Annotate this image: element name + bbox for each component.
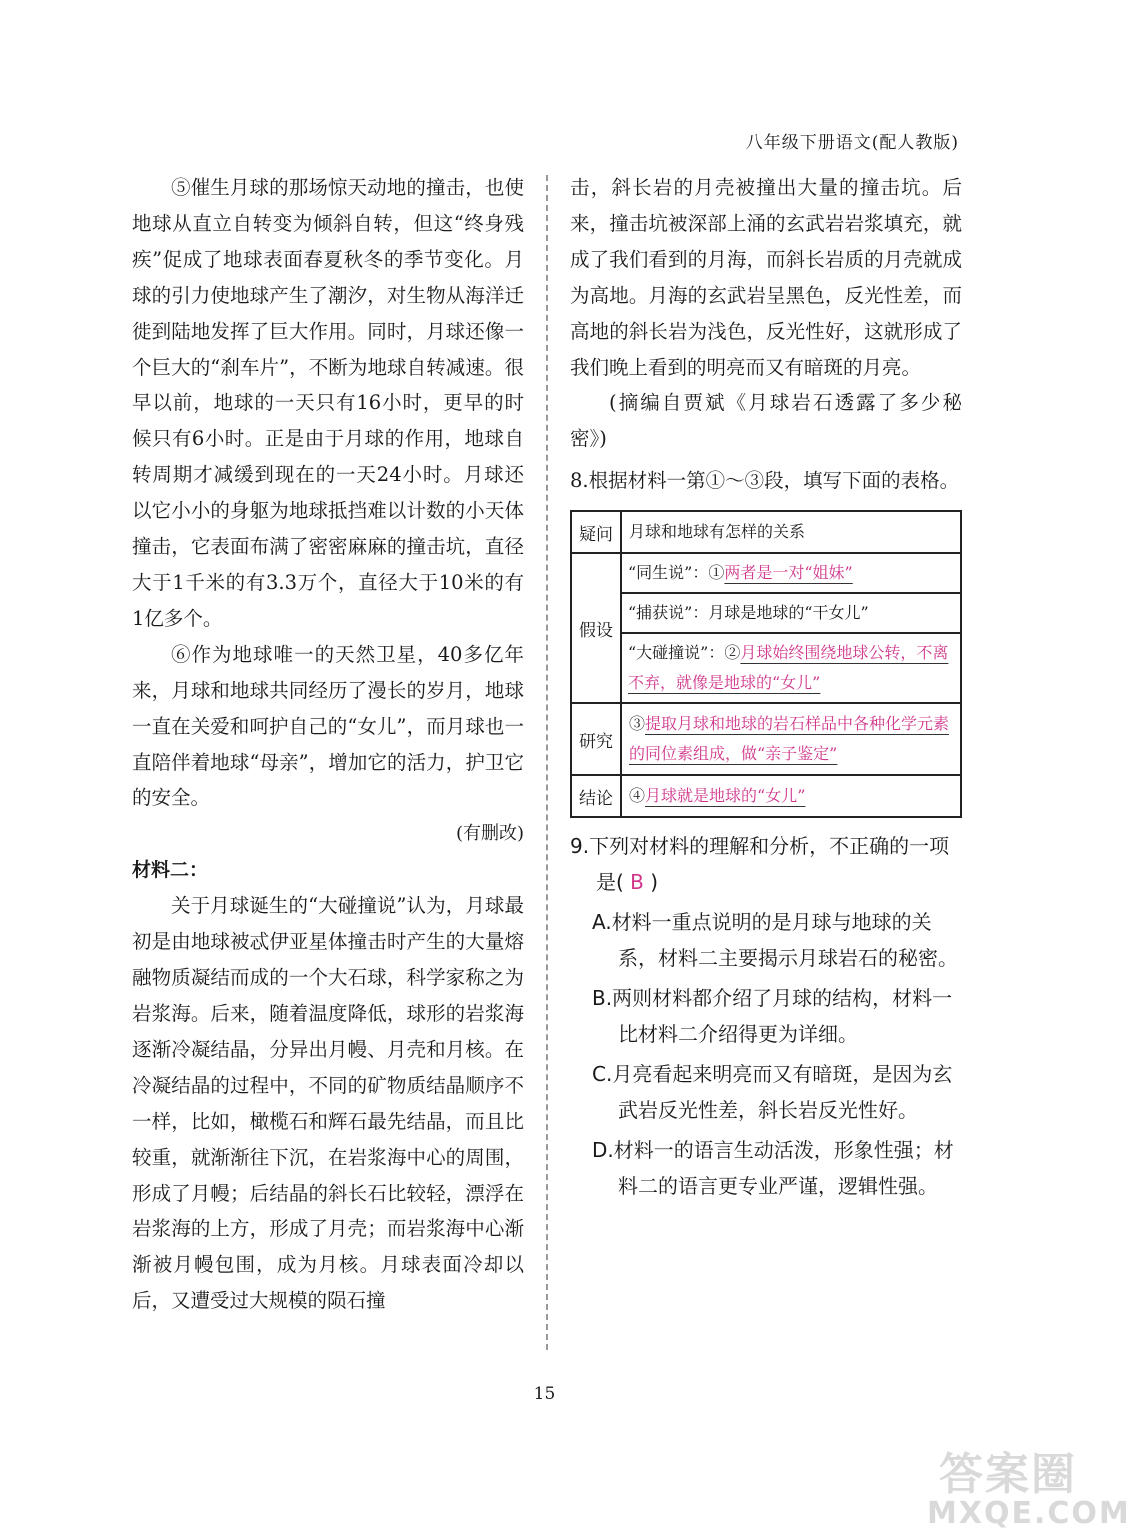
research-cell: ③提取月球和地球的岩石样品中各种化学元素的同位素组成，做“亲子鉴定” — [629, 714, 950, 764]
option-b: B.两则材料都介绍了月球的结构，材料一比材料二介绍得更为详细。 — [592, 986, 953, 1047]
option-c: C.月亮看起来明亮而又有暗斑，是因为玄武岩反光性差，斜长岩反光性好。 — [592, 1062, 953, 1123]
material-2-text: 关于月球诞生的“大碰撞说”认为，月球最初是由地球被忒伊亚星体撞击时产生的大量熔融物质凝结而成的一个大石球，科学家称之为岩浆海。后来，随着温度降低，球形的岩浆海逐渐冷凝结晶，分异出月幔、月壳和月核。在冷凝结晶的过程中，不同的矿物质结晶顺序不一样，比如，橄榄石和辉石最先结晶，而且比较重，就渐渐往下沉，在岩浆海中心的周围，形成了月幔；后结晶的斜长石比较轻，漂浮在岩浆海的上方，形成了月壳；而岩浆海中心渐渐被月幔包围，成为月核。月球表面冷却以后，又遭受过大规模的陨石撞 — [132, 894, 524, 1313]
label-question: 疑问 — [571, 511, 621, 553]
answer-table — [570, 510, 962, 818]
watermark-logo-text: 答案圈 — [939, 1449, 1077, 1500]
answer-1: 两者是一对“姐妹” — [724, 563, 853, 583]
column-divider — [546, 175, 548, 1350]
label-conclusion: 结论 — [571, 775, 621, 817]
paragraph-6: ⑥作为地球唯一的天然卫星，40多亿年来，月球和地球共同经历了漫长的岁月，地球一直在关爱和呵护自己的“女儿”，而月球也一直陪伴着地球“母亲”，增加它的活力，护卫它的安全。 — [132, 642, 524, 810]
material-2-heading: 材料二： — [132, 859, 209, 882]
answer-4: 月球就是地球的“女儿” — [645, 786, 806, 806]
table-row-research — [571, 703, 961, 775]
table-row-conclusion — [571, 775, 961, 817]
left-column — [132, 170, 524, 1319]
option-a: A.材料一重点说明的是月球与地球的关系，材料二主要揭示月球岩石的秘密。 — [592, 910, 958, 971]
question-cell: 月球和地球有怎样的关系 — [629, 522, 806, 542]
option-d: D.材料一的语言生动活泼，形象性强；材料二的语言更专业严谨，逻辑性强。 — [592, 1138, 954, 1199]
hypothesis-1: “同生说”：①两者是一对“姐妹” — [622, 554, 960, 594]
right-column — [570, 170, 962, 1204]
question-8: 8.根据材料一第①～③段，填写下面的表格。 — [570, 469, 960, 493]
hypothesis-2: “捕获说”：月球是地球的“干女儿” — [622, 594, 960, 634]
watermark — [927, 1449, 1131, 1531]
watermark-url: MXQE.COM — [927, 1496, 1131, 1531]
label-research: 研究 — [571, 703, 621, 775]
answer-3: 提取月球和地球的岩石样品中各种化学元素的同位素组成，做“亲子鉴定” — [629, 714, 950, 764]
question-9: 9.下列对材料的理解和分析，不正确的一项是( B ) — [570, 834, 950, 895]
table-row-hypothesis — [571, 553, 961, 703]
label-hypothesis: 假设 — [571, 553, 621, 703]
material-2-continuation: 击，斜长岩的月壳被撞出大量的撞击坑。后来，撞击坑被深部上涌的玄武岩岩浆填充，就成了我们看到的月海，而斜长岩质的月壳就成为高地。月海的玄武岩呈黑色，反光性差，而高地的斜长岩为浅色，反光性好，这就形成了我们晚上看到的明亮而又有暗斑的月亮。 — [570, 176, 962, 379]
source-note-2: (摘编自贾斌《月球岩石透露了多少秘密》) — [570, 391, 962, 451]
page-number: 15 — [533, 1384, 556, 1404]
page-header: 八年级下册语文(配人教版) — [745, 133, 959, 153]
paragraph-5: ⑤催生月球的那场惊天动地的撞击，也使地球从直立自转变为倾斜自转，但这“终身残疾”促成了地球表面春夏秋冬的季节变化。月球的引力使地球产生了潮汐，对生物从海洋迁徙到陆地发挥了巨大作用。同时，月球还像一个巨大的“刹车片”，不断为地球自转减速。很早以前，地球的一天只有16小时，更早的时候只有6小时。正是由于月球的作用，地球自转周期才减缓到现在的一天24小时。月球还以它小小的身躯为地球抵挡难以计数的小天体撞击，它表面布满了密密麻麻的撞击坑，直径大于1千米的有3.3万个，直径大于10米的有1亿多个。 — [132, 176, 524, 630]
source-note-1: (有删改) — [455, 823, 524, 845]
conclusion-cell: ④月球就是地球的“女儿” — [629, 786, 806, 806]
question-9-answer: B — [630, 870, 644, 895]
answer-2: 月球始终围绕地球公转，不离不弃，就像是地球的“女儿” — [628, 643, 949, 693]
table-row-question — [571, 511, 961, 553]
hypothesis-3: “大碰撞说”：②月球始终围绕地球公转，不离不弃，就像是地球的“女儿” — [628, 643, 949, 693]
